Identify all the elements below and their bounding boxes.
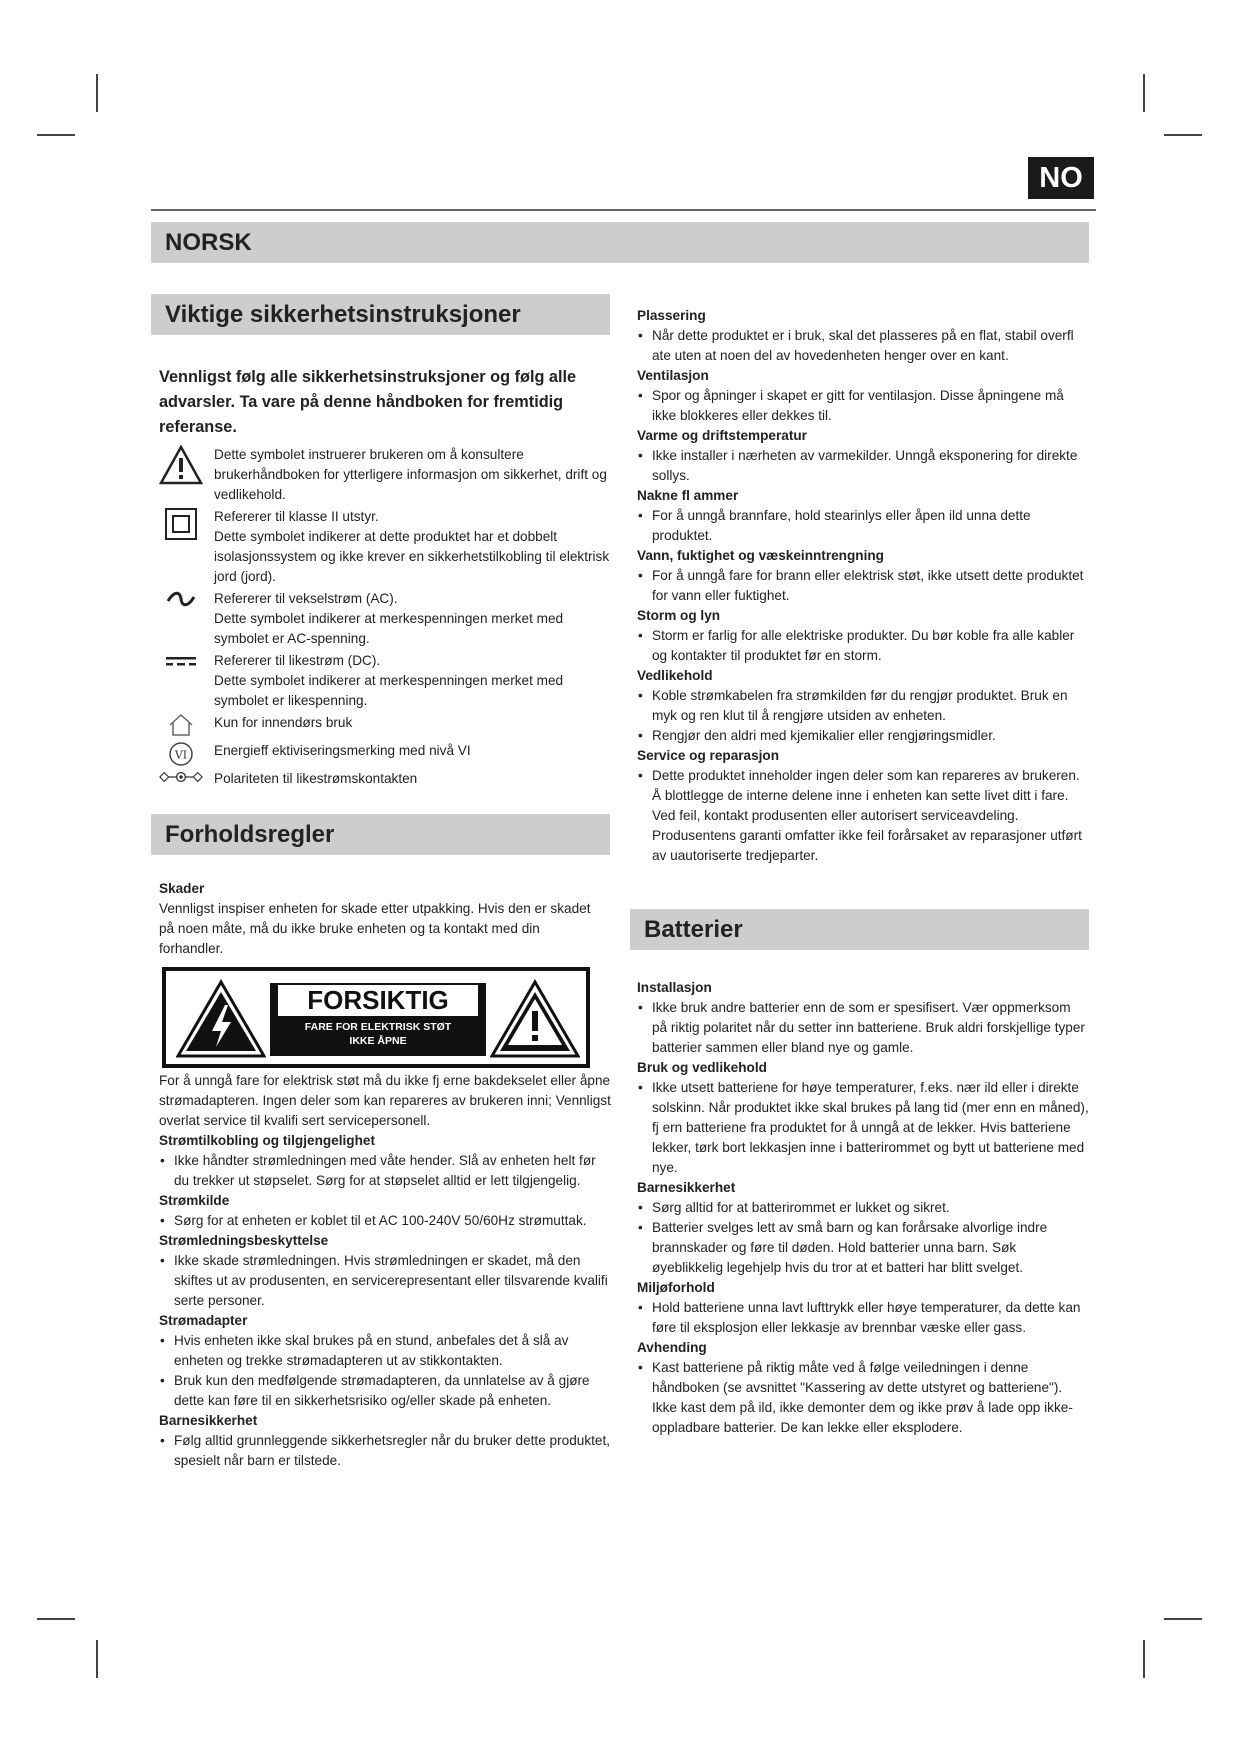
- bullet-item: • Følg alltid grunnleggende sikkerhetsregler når du bruker dette produktet, spesielt når barn er tilstede.: [159, 1431, 611, 1471]
- caution-title: FORSIKTIG: [276, 983, 480, 1018]
- polarity-icon: [159, 769, 203, 785]
- symbol-row: [159, 507, 611, 587]
- crop-mark: [37, 1618, 75, 1620]
- bullet-item: • Spor og åpninger i skapet er gitt for ventilasjon. Disse åpningene må ikke blokkeres eller dekkes til.: [637, 386, 1089, 426]
- symbol-description: Refererer til vekselstrøm (AC).: [214, 591, 398, 606]
- item-title: Strømtilkobling og tilgjengelighet: [159, 1133, 375, 1148]
- ac-icon: [159, 589, 203, 609]
- item-title: Service og reparasjon: [637, 748, 780, 763]
- symbol-row: [159, 713, 611, 733]
- item-title: Installasjon: [637, 980, 712, 995]
- section-heading-safety: Viktige sikkerhetsinstruksjoner: [151, 294, 610, 335]
- bullet-item: • Ikke bruk andre batterier enn de som er spesifisert. Vær oppmerksom på riktig polaritet når du setter inn batteriene. Bruk aldri forskjellige typer batterier sammen eller bland nye og gamle.: [637, 998, 1089, 1058]
- battery-items: [637, 978, 1089, 1438]
- damage-title: Skader: [159, 881, 205, 896]
- damage-text: Vennligst inspiser enheten for skade etter utpakking. Hvis den er skadet på noen måte, må du ikke bruke enheten og ta kontakt med din forhandler.: [159, 901, 591, 956]
- bullet-item: • Hold batteriene unna lavt lufttrykk eller høye temperaturer, da dette kan føre til eksplosjon eller lekkasje av brennbar væske eller gass.: [637, 1298, 1089, 1338]
- item-title: Varme og driftstemperatur: [637, 428, 807, 443]
- item-title: Strømledningsbeskyttelse: [159, 1233, 329, 1248]
- caution-line-2: IKKE ÅPNE: [349, 1035, 407, 1047]
- crop-mark: [96, 1640, 98, 1678]
- bullet-item: • Dette produktet inneholder ingen deler som kan repareres av brukeren. Å blottlegge de interne delene inne i enheten kan sette livet ditt i fare. Ved feil, kontakt produsenten eller autorisert serviceavdeling. Produsentens garanti omfatter ikke feil forårsaket av reparasjoner utført av uautoriserte tredjeparter.: [637, 766, 1089, 866]
- symbol-list: [159, 445, 611, 789]
- symbol-description: Dette symbolet indikerer at merkespenningen merket med symbolet er likespenning.: [214, 673, 564, 708]
- precaution-items: [159, 1131, 611, 1471]
- warning-triangle-icon: [159, 445, 203, 485]
- bullet-item: • Ikke utsett batteriene for høye temperaturer, f.eks. nær ild eller i direkte solskinn. Når produktet ikke skal brukes på lang tid (mer enn en måned), fj ern batteriene fra produktet for å unngå at de lekker. Hvis batteriene lekker, tørk bort lekkasjen inne i batterirommet og bytt ut batteriene med nye.: [637, 1078, 1089, 1178]
- symbol-description: Dette symbolet indikerer at merkespenningen merket med symbolet er AC-spenning.: [214, 611, 564, 646]
- item-title: Avhending: [637, 1340, 707, 1355]
- efficiency-vi-icon: [159, 741, 203, 767]
- electric-shock-warning-icon: [176, 979, 266, 1059]
- bullet-item: • For å unngå fare for brann eller elektrisk støt, ikke utsett dette produktet for vann eller fuktighet.: [637, 566, 1089, 606]
- bullet-item: • Koble strømkabelen fra strømkilden før du rengjør produktet. Bruk en myk og ren klut til å rengjøre utsiden av enheten.: [637, 686, 1089, 726]
- right-column-top: [637, 306, 1089, 866]
- symbol-row: [159, 445, 611, 505]
- language-heading: NORSK: [151, 222, 1089, 263]
- bullet-item: • Kast batteriene på riktig måte ved å følge veiledningen i denne håndboken (se avsnittet "Kassering av dette utstyret og batteriene"). Ikke kast dem på ild, ikke demonter dem og ikke prøv å lade opp ikke-oppladbare batterier. De kan lekke eller eksplodere.: [637, 1358, 1089, 1438]
- bullet-item: • Sørg alltid for at batterirommet er lukket og sikret.: [637, 1198, 1089, 1218]
- crop-mark: [1143, 1640, 1145, 1678]
- exclamation-warning-icon: [490, 979, 580, 1059]
- bullet-item: • Sørg for at enheten er koblet til et AC 100-240V 50/60Hz strømuttak.: [159, 1211, 611, 1231]
- left-column-precautions-top: [159, 879, 599, 959]
- item-title: Barnesikkerhet: [159, 1413, 258, 1428]
- caution-center-panel: [270, 983, 486, 1056]
- intro-text: Vennligst følg alle sikkerhetsinstruksjoner og følg alle advarsler. Ta vare på denne håndboken for fremtidig referanse.: [159, 368, 577, 436]
- symbol-row: [159, 769, 611, 789]
- symbol-description: Dette symbolet instruerer brukeren om å konsultere brukerhåndboken for ytterligere informasjon om sikkerhet, drift og vedlikehold.: [214, 447, 607, 502]
- bullet-item: • Storm er farlig for alle elektriske produkter. Du bør koble fra alle kabler og kontakter til produktet før en storm.: [637, 626, 1089, 666]
- caution-line-1: FARE FOR ELEKTRISK STØT: [304, 1021, 452, 1033]
- symbol-description: Dette symbolet indikerer at dette produktet har et dobbelt isolasjonssystem og ikke krever en sikkerhetstilkobling til elektrisk jord (jord).: [214, 529, 610, 584]
- dc-icon: [159, 651, 203, 671]
- class-ii-icon: [159, 507, 203, 541]
- crop-mark: [1143, 74, 1145, 112]
- crop-mark: [37, 134, 75, 136]
- symbol-description: Polariteten til likestrømskontakten: [214, 771, 418, 786]
- section-heading-batteries: Batterier: [630, 909, 1089, 950]
- caution-text: For å unngå fare for elektrisk støt må du ikke fj erne bakdekselet eller åpne strømadapteren. Ingen deler som kan repareres av brukeren inni; Vennligst overlat service til kvalifi sert servicepersonell.: [159, 1073, 611, 1128]
- section-heading-precautions: Forholdsregler: [151, 814, 610, 855]
- bullet-item: • Ikke installer i nærheten av varmekilder. Unngå eksponering for direkte sollys.: [637, 446, 1089, 486]
- bullet-item: • Batterier svelges lett av små barn og kan forårsake alvorlige indre brannskader og føre til døden. Hold batterier unna barn. Søk øyeblikkelig legehjelp hvis du tror at et batteri har blitt svelget.: [637, 1218, 1089, 1278]
- bullet-item: • Rengjør den aldri med kjemikalier eller rengjøringsmidler.: [637, 726, 1089, 746]
- bullet-item: • For å unngå brannfare, hold stearinlys eller åpen ild unna dette produktet.: [637, 506, 1089, 546]
- crop-mark: [96, 74, 98, 112]
- crop-mark: [1164, 1618, 1202, 1620]
- indoor-use-icon: [159, 713, 203, 737]
- svg-text:VI: VI: [174, 748, 188, 762]
- item-title: Plassering: [637, 308, 706, 323]
- symbol-row: [159, 651, 611, 711]
- precaution-items-right: [637, 306, 1089, 866]
- symbol-row: [159, 741, 611, 761]
- item-title: Strømadapter: [159, 1313, 248, 1328]
- symbol-description: Refererer til likestrøm (DC).: [214, 653, 381, 668]
- bullet-item: • Ikke skade strømledningen. Hvis strømledningen er skadet, må den skiftes ut av produsenten, en servicerepresentant eller tilsvarende kvalifi serte personer.: [159, 1251, 611, 1311]
- item-title: Storm og lyn: [637, 608, 721, 623]
- left-column-precautions-bottom: [159, 1071, 611, 1471]
- bullet-item: • Hvis enheten ikke skal brukes på en stund, anbefales det å slå av enheten og trekke strømadapteren ut av stikkontakten.: [159, 1331, 611, 1371]
- bullet-item: • Når dette produktet er i bruk, skal det plasseres på en flat, stabil overfl ate uten at noen del av hovedenheten henger over en kant.: [637, 326, 1089, 366]
- symbol-description: Kun for innendørs bruk: [214, 715, 353, 730]
- symbol-row: [159, 589, 611, 649]
- bullet-item: • Ikke håndter strømledningen med våte hender. Slå av enheten helt før du trekker ut støpselet. Sørg for at støpselet alltid er lett tilgjengelig.: [159, 1151, 611, 1191]
- symbol-description: Refererer til klasse II utstyr.: [214, 509, 379, 524]
- right-column-batteries: [637, 978, 1089, 1438]
- item-title: Vedlikehold: [637, 668, 713, 683]
- item-title: Bruk og vedlikehold: [637, 1060, 767, 1075]
- left-column-safety: [159, 365, 611, 797]
- top-rule: [151, 209, 1096, 211]
- bullet-item: • Bruk kun den medfølgende strømadapteren, da unnlatelse av å gjøre dette kan føre til en sikkerhetsrisiko og/eller skade på enheten.: [159, 1371, 611, 1411]
- item-title: Vann, fuktighet og væskeinntrengning: [637, 548, 884, 563]
- item-title: Barnesikkerhet: [637, 1180, 736, 1195]
- item-title: Miljøforhold: [637, 1280, 715, 1295]
- symbol-description: Energieff ektiviseringsmerking med nivå VI: [214, 743, 471, 758]
- item-title: Strømkilde: [159, 1193, 230, 1208]
- item-title: Nakne fl ammer: [637, 488, 739, 503]
- language-badge: NO: [1028, 157, 1094, 199]
- caution-label: [162, 967, 590, 1068]
- item-title: Ventilasjon: [637, 368, 709, 383]
- crop-mark: [1164, 134, 1202, 136]
- caution-subtitle: [270, 1020, 486, 1048]
